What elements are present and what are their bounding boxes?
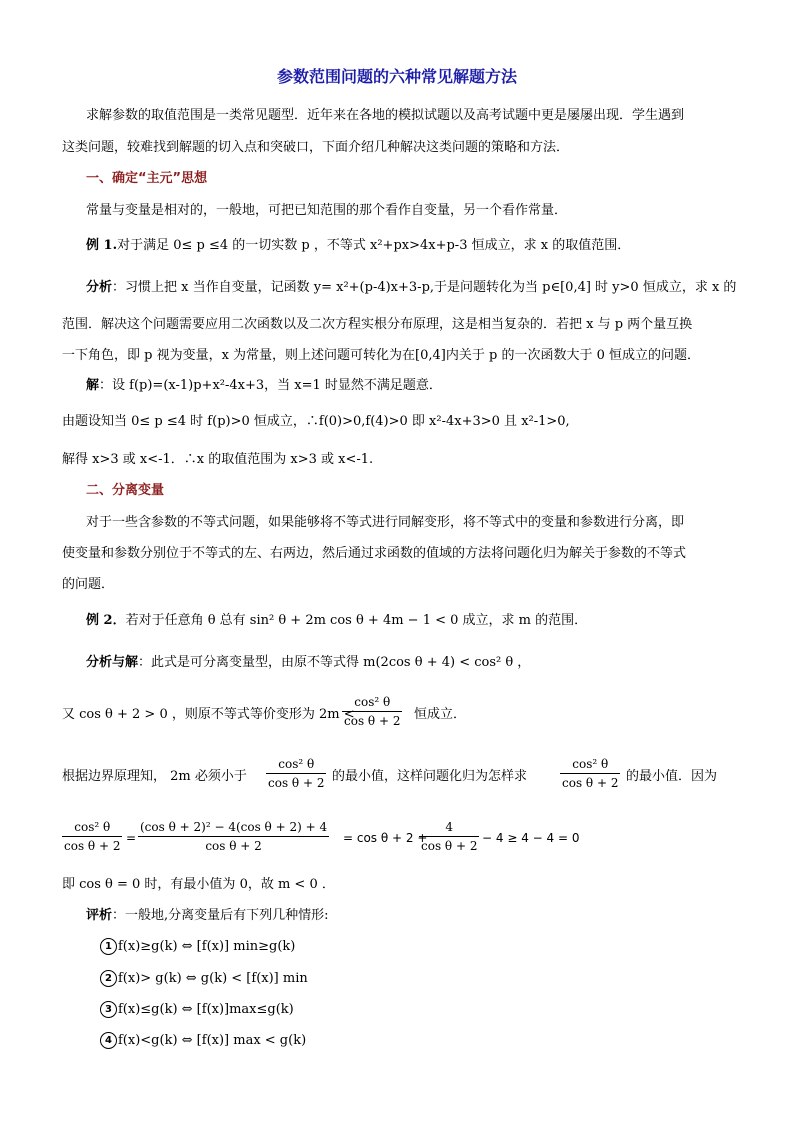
fraction-bar	[138, 836, 329, 837]
solution-text: ：设 f(p)=(x-1)p+x²-4x+3，当 x=1 时显然不满足题意．	[99, 378, 442, 393]
case-item	[100, 1032, 306, 1050]
solution-1-line-1	[86, 377, 442, 395]
case-item	[100, 1001, 294, 1019]
fraction-cos2-over-cos-plus-2	[342, 694, 402, 729]
analysis-1-line-3: 一下角色，即 p 视为变量，x 为常量，则上述问题可转化为在[0,4]内关于 p 的一次函数大于 0 恒成立的问题．	[62, 348, 700, 363]
case-item	[100, 970, 308, 988]
case-text: f(x)≤g(k) ⇔ [f(x)]max≤g(k)	[118, 1002, 294, 1017]
equation-middle: = cos θ + 2 +	[343, 831, 428, 845]
analysis-text: ：习惯上把 x 当作自变量，记函数 y= x²+(p-4)x+3-p,于是问题转化为当 p∈[0,4] 时 y>0 恒成立，求 x 的	[112, 280, 737, 295]
analysis-2	[86, 654, 530, 672]
boundary-line-post: 的最小值．因为	[626, 769, 718, 784]
circled-number-icon: 1	[100, 938, 117, 955]
circled-number-icon: 4	[100, 1032, 117, 1049]
fraction-numerator: cos² θ	[572, 757, 609, 771]
solution-label: 解	[86, 378, 100, 393]
equiv-line-pre: 又 cos θ + 2 > 0 ，则原不等式等价变形为 2m <	[62, 707, 355, 722]
conclusion: 即 cos θ = 0 时，有最小值为 0，故 m < 0 ．	[62, 877, 335, 892]
fraction-numerator: cos² θ	[74, 820, 111, 834]
circled-number-icon: 3	[100, 1001, 117, 1018]
section-1-heading: 一、确定“主元”思想	[86, 171, 208, 186]
analysis-label: 分析	[86, 280, 113, 295]
fraction-denominator: cos θ + 2	[64, 839, 121, 853]
intro-line-2: 这类问题，较难找到解题的切入点和突破口，下面介绍几种解决这类问题的策略和方法．	[62, 140, 570, 155]
fraction-bar	[266, 773, 326, 774]
review-text: ：一般地,分离变量后有下列几种情形:	[112, 908, 329, 923]
fraction-denominator: cos θ + 2	[344, 714, 401, 728]
section-2-line-1: 对于一些含参数的不等式问题，如果能够将不等式进行同解变形，将不等式中的变量和参数进行分离，即	[86, 515, 685, 530]
boundary-line-pre: 根据边界原理知， 2m 必须小于	[62, 769, 247, 784]
intro-line-1: 求解参数的取值范围是一类常见题型．近年来在各地的模拟试题以及高考试题中更是屡屡出现．学生遇到	[86, 108, 685, 123]
section-1-text: 常量与变量是相对的，一般地，可把已知范围的那个看作自变量，另一个看作常量．	[86, 203, 568, 218]
section-2-line-3: 的问题．	[62, 577, 115, 592]
fraction-expanded	[138, 819, 329, 854]
analysis-1-line-1	[86, 279, 736, 297]
equiv-line-post: 恒成立．	[414, 707, 467, 722]
example-2-label: 例 2．	[86, 613, 126, 628]
fraction-bar	[419, 836, 479, 837]
fraction-bar	[560, 773, 620, 774]
page-title: 参数范围问题的六种常见解题方法	[276, 67, 517, 86]
fraction-bar	[342, 711, 402, 712]
section-2-heading: 二、分离变量	[86, 483, 165, 498]
fraction-denominator: cos θ + 2	[268, 776, 325, 790]
example-1-text: 对于满足 0≤ p ≤4 的一切实数 p ，不等式 x²+px>4x+p-3 恒成立，求 x 的取值范围．	[117, 238, 631, 253]
example-2	[86, 612, 587, 630]
fraction-numerator: 4	[445, 820, 454, 834]
analysis-1-line-2: 范围．解决这个问题需要应用二次函数以及二次方程实根分布原理，这是相当复杂的．若把 x 与 p 两个量互换	[62, 317, 693, 332]
fraction-cos2-over-cos-plus-2	[560, 756, 620, 791]
review	[86, 907, 329, 925]
review-label: 评析	[86, 908, 113, 923]
fraction-denominator: cos θ + 2	[562, 776, 619, 790]
fraction-numerator: cos² θ	[278, 757, 315, 771]
analysis-2-text: ：此式是可分离变量型，由原不等式得 m(2cos θ + 4) < cos² θ ，	[138, 655, 531, 670]
example-1	[86, 237, 630, 255]
fraction-denominator: cos θ + 2	[421, 839, 478, 853]
fraction-numerator: (cos θ + 2)² − 4(cos θ + 2) + 4	[140, 820, 328, 834]
fraction-denominator: cos θ + 2	[205, 839, 262, 853]
equation-tail: − 4 ≥ 4 − 4 = 0	[482, 831, 580, 845]
solution-1-line-2: 由题设知当 0≤ p ≤4 时 f(p)>0 恒成立，∴f(0)>0,f(4)>0 即 x²-4x+3>0 且 x²-1>0,	[62, 414, 570, 429]
case-item	[100, 938, 295, 956]
example-2-text: 若对于任意角 θ 总有 sin² θ + 2m cos θ + 4m − 1 < 0 成立，求 m 的范围．	[125, 613, 588, 628]
fraction-bar	[62, 836, 122, 837]
solution-1-line-3: 解得 x>3 或 x<-1．∴x 的取值范围为 x>3 或 x<-1.	[62, 452, 374, 467]
fraction-lhs	[62, 819, 122, 854]
case-text: f(x)<g(k) ⇔ [f(x)] max < g(k)	[118, 1033, 307, 1048]
fraction-cos2-over-cos-plus-2	[266, 756, 326, 791]
equals-sign: =	[126, 831, 137, 845]
case-text: f(x)> g(k) ⇔ g(k) < [f(x)] min	[118, 971, 308, 986]
section-2-line-2: 使变量和参数分别位于不等式的左、右两边，然后通过求函数的值域的方法将问题化归为解关于参数的不等式	[62, 546, 687, 561]
fraction-four-over-cos-plus-2	[419, 819, 479, 854]
fraction-numerator: cos² θ	[354, 695, 391, 709]
example-1-label: 例 1.	[86, 238, 118, 253]
case-text: f(x)≥g(k) ⇔ [f(x)] min≥g(k)	[118, 939, 296, 954]
boundary-line-mid: 的最小值，这样问题化归为怎样求	[332, 769, 528, 784]
circled-number-icon: 2	[100, 970, 117, 987]
analysis-2-label: 分析与解	[86, 655, 139, 670]
